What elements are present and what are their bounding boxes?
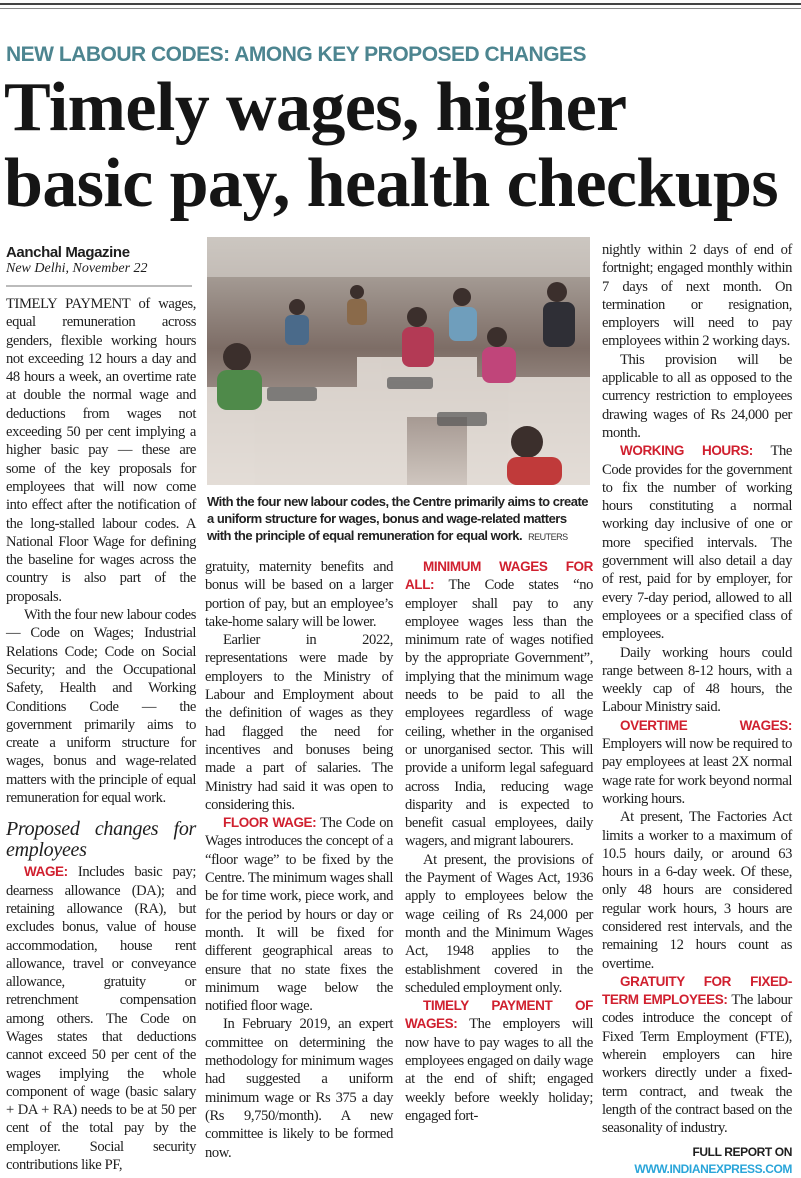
column-1 (6, 295, 196, 1174)
garment-factory-photo (207, 237, 590, 485)
paragraph: This provision will be applicable to all as opposed to the currency restriction to employees drawing wages of Rs 24,000 per month. (602, 351, 792, 441)
paragraph: nightly within 2 days of end of fortnight; engaged monthly within 7 days of next month. On termination or resignation, employers will need to pay employees within 2 working days. (602, 242, 792, 350)
paragraph-text: The Code states “no employer shall pay to any employee wages less than the minimum rate of wages notified by the appropriate Government”, implying that the minimum wage needs to be paid to all the employees regardless of wage ceiling, whether in the organised or unorganised sector. This will provide a uniform legal safeguard across India, reducing wage disparity and is expected to benefit casual employees, daily wagers, and migrant labourers. (405, 577, 593, 850)
center-block (207, 237, 593, 1162)
section-lead: MINIMUM WAGES FOR ALL: (405, 559, 593, 593)
section-lead: WORKING HOURS: (620, 443, 753, 459)
top-rule (0, 3, 801, 5)
photo-credit: REUTERS (528, 532, 568, 542)
paragraph-text: The Code on Wages introduces the concept of a “floor wage” to be fixed by the Centre. The minimum wages shall be for time work, piece work, and for the period by hours or day or month. It will be fixed for different geographical areas to ensure that no state fixes the minimum wage below the notified floor wage. (205, 815, 393, 1015)
top-rule-thin (0, 8, 801, 9)
section-lead: OVERTIME WAGES: (620, 717, 792, 733)
paragraph-text: Includes basic pay; dearness allowance (DA); and retaining allowance (RA), but excludes bonus, value of house accommodation, house rent allowance, travel or conveyance allowance, gratuity or retrenchment compensation among others. The Code on Wages states that deductions cannot exceed 50 per cent of the wages implying the whole component of wage (basic salary + DA + RA) needs to be at 50 per cent of the total pay by the employer. Social security contributions like PF, (6, 864, 196, 1174)
headline (4, 70, 799, 222)
paragraph: With the four new labour codes — Code on Wages; Industrial Relations Code; Code on Social Security; and the Occupational Safety, Health and Working Conditions Code — the government primarily aims to create a uniform structure for wages, bonus and wage-related matters with the principle of equal remuneration for equal work. (6, 607, 196, 807)
news-photo (207, 237, 590, 485)
subheading: Proposed changes for employees (6, 818, 196, 862)
headline-line-2: basic pay, health checkups (4, 145, 779, 222)
paragraph-text: The labour codes introduce the concept of Fixed Term Employment (FTE), wherein employers can hire workers directly under a fixed-term contract, and tweak the length of the contract based on the seasonality of industry. (602, 992, 793, 1137)
kicker: NEW LABOUR CODES: AMONG KEY PROPOSED CHANGES (6, 43, 587, 66)
paragraph: Daily working hours could range between 8-12 hours, with a weekly cap of 48 hours, the Labour Ministry said. (602, 644, 792, 716)
headline-line-1: Timely wages, higher (4, 69, 627, 146)
paragraph-text: The Code provides for the government to fix the number of working hours constituting a normal working day inclusive of one or more specified intervals. The government will also detail a day of rest, paid for by employer, for every 7-day period, allowed to all employees or a specified class of employees. (602, 443, 792, 643)
dateline: New Delhi, November 22 (6, 261, 148, 276)
byline (6, 244, 196, 277)
section-lead: WAGE: (24, 864, 68, 880)
paragraph: Earlier in 2022, representations were made by employers to the Ministry of Labour and Employment about the definition of wages as they had flagged the need for incentives and bonuses being made a part of salaries. The Ministry had said it was open to considering this. (205, 632, 393, 813)
paragraph: At present, The Factories Act limits a worker to a maximum of 10.5 hours daily, or around 63 hours in a 6-day week. Of these, only 48 hours are considered regular work hours, 3 hours are considered rest intervals, and the remaining 12 hours count as overtime. (602, 809, 792, 972)
column-4 (602, 241, 792, 1178)
byline-divider (6, 285, 192, 287)
column-3 (405, 558, 593, 1162)
caption-text: With the four new labour codes, the Centre primarily aims to create a uniform structure for wages, bonus and wage-related matters with the principle of equal remuneration for equal work. (207, 494, 589, 543)
paragraph (602, 442, 792, 643)
paragraph (602, 973, 792, 1138)
paragraph (405, 997, 593, 1125)
full-report-url[interactable]: WWW.INDIANEXPRESS.COM (634, 1161, 792, 1176)
paragraph (405, 558, 593, 851)
author: Aanchal Magazine (6, 244, 130, 261)
paragraph (205, 814, 393, 1015)
paragraph: In February 2019, an expert committee on determining the methodology for minimum wages had suggested a uniform minimum wage or Rs 375 a day (Rs 9,750/month). A new committee is likely to be formed now. (205, 1016, 393, 1161)
section-lead: FLOOR WAGE: (223, 815, 317, 831)
section-lead: GRATUITY FOR FIXED-TERM EMPLOYEES: (602, 973, 792, 1008)
photo-caption (207, 493, 590, 546)
center-columns (205, 558, 593, 1162)
column-2 (205, 558, 393, 1162)
full-report-link[interactable] (602, 1144, 792, 1178)
paragraph: gratuity, maternity benefits and bonus will be based on a larger portion of pay, but an employee’s take-home salary will be lower. (205, 559, 393, 630)
section-lead: TIMELY PAYMENT OF WAGES: (405, 998, 593, 1032)
paragraph-text: Employers will now be required to pay employees at least 2X normal wage rate for work beyond normal working hours. (602, 736, 792, 807)
paragraph: TIMELY PAYMENT of wages, equal remuneration across genders, flexible working hours not exceeding 12 hours a day and 48 hours a week, an overtime rate at double the normal wage and deductions from wages not exceeding 50 per cent implying a higher basic pay — these are some of the key proposals for employees that will now come into effect after the notification of the long-stalled labour codes. A National Floor Wage for defining the baseline for wages across the country is also part of the proposals. (6, 296, 196, 605)
paragraph: At present, the provisions of the Payment of Wages Act, 1936 apply to employees below the wage ceiling of Rs 24,000 per month and the Minimum Wages Act, 1948 applies to the establishment covered in the scheduled employment only. (405, 851, 593, 996)
paragraph (602, 717, 792, 808)
paragraph (6, 863, 196, 1174)
full-report-label: FULL REPORT ON (692, 1144, 792, 1159)
paragraph-text: The employers will now have to pay wages to all the employees engaged on daily wage at the end of shift; engaged weekly before weekly holiday; engaged fort- (405, 1016, 593, 1124)
